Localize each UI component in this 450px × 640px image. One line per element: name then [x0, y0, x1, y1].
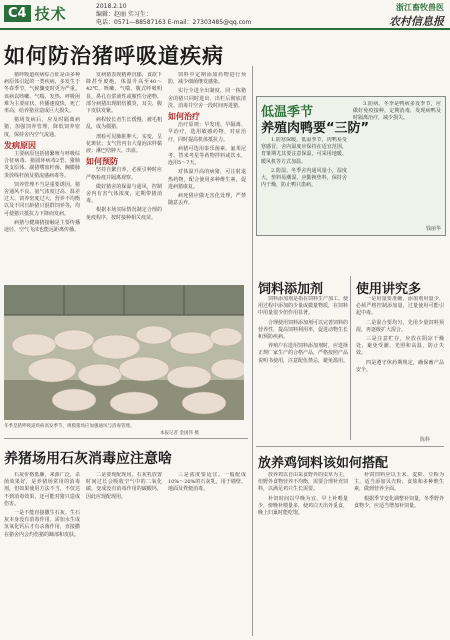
usage-headline: 使用讲究多	[356, 282, 422, 297]
duck-sidebar	[256, 96, 446, 236]
paragraph: 根据季节变化调整补饲量，冬季野外食物少，应适当增加补饲量。	[354, 495, 444, 509]
phone-line: 电话：0571—88587163 E-mail：27303485@qq.com	[96, 19, 252, 26]
paragraph: 二是要现配现用。石灰乳放置时间过长会吸收空气中的二氧化碳，变成没有消毒作用的碳酸钙，因此应现配现用。	[86, 472, 162, 500]
paragraph: 病猪可选用泰乐菌素、氟苯尼考、替米考星等药物拌料或饮水，连用5～7天。	[168, 145, 246, 167]
paragraph: 3.防病。冬季是鸭病多发季节，应做好免疫接种，定期消毒，发现病鸭及时隔离治疗，减少损失。	[353, 101, 441, 122]
duck-title-line2: 养殖肉鸭要“三防”	[261, 121, 370, 136]
paragraph: 补饲时间以早晚为宜，早上补喂量少，傍晚补喂量多，使鸡白天出外觅食，晚上归巢时能吃饱。	[258, 495, 348, 517]
lime-column-3	[168, 472, 246, 634]
lime-column-2	[86, 472, 162, 634]
paragraph: 对体温升高的病猪，可注射退热药物，配合使用多种维生素，促进病猪康复。	[168, 169, 246, 190]
paragraph: 三是注意贮存，应放在阴凉干燥处，避免受潮、光照和高温，防止失效。	[356, 336, 444, 357]
paragraph: 饲料添加剂是指在饲料生产加工、使用过程中添加的少量或微量物质，在饲料中用量很少但作用显著。	[258, 296, 348, 317]
pig-pen-illustration	[4, 285, 244, 420]
page-header	[0, 0, 450, 30]
paragraph: 饲料中定期添加药物进行预防，减少细菌继发感染。	[168, 72, 246, 86]
col1-paras	[4, 72, 80, 139]
paragraph: 根据本场实际情况制定合理的免疫程序，按时接种相关疫苗。	[86, 207, 162, 221]
issue-date: 2018.2.10	[96, 3, 127, 10]
paragraph: 饲养管理不当是重要诱因。猪舍通风不良、氨气浓度过高、温差过大、饲养密度过大、营养不均衡以及不同日龄猪只混群饲养等，均可使猪只抵抗力下降而发病。	[4, 181, 80, 217]
section-code: C4	[4, 5, 31, 22]
chicken-headline: 放养鸡饲料该如何搭配	[258, 456, 389, 471]
paragraph: 放养鸡以自由采食野外的虫草为主，但野外食物营养不均衡，需要合理补充饲料，以满足鸡只生长需要。	[258, 472, 348, 493]
paragraph: 四是遵守休药期规定，确保畜产品安全。	[356, 359, 444, 373]
duck-title-line1: 低温季节	[261, 105, 314, 120]
duck-column-1	[261, 137, 347, 231]
paragraph: 石灰价格低廉，来源广泛，杀菌效果好，是养猪场常用的消毒剂，但如果使用方法不当，不仅达不到消毒效果，还可能对猪只造成伤害。	[4, 472, 80, 507]
feed-column	[258, 296, 348, 444]
paragraph: 养殖户在选用饲料添加剂时，应选择正规厂家生产的合格产品，严格按照产品说明书使用，注意配伍禁忌，避免滥用。	[258, 343, 348, 364]
paragraph: 补饲饲料应以玉米、麦麸、豆粕为主，适当添加贝壳粉、食盐和多种维生素，做到营养全面。	[354, 472, 444, 493]
divider	[256, 446, 444, 447]
paragraph: 主要病原包括猪繁殖与呼吸综合征病毒、猪圆环病毒2型、猪肺炎支原体、副猪嗜血杆菌、胸膜肺炎放线杆菌及猪流感病毒等。	[4, 151, 80, 179]
pig-pen-photo	[4, 285, 244, 420]
chicken-column-2	[354, 472, 444, 634]
paragraph: 1.防寒保暖。低温季节，肉鸭易受寒感冒，舍内温度应保持在适宜范围，育雏期尤其要注意保温，可采用地暖、暖风机等方式加温。	[261, 137, 347, 165]
header-meta	[96, 3, 251, 27]
section-name: 技术	[34, 4, 67, 23]
paper-sub-name: 浙江畜牧兽医	[396, 3, 444, 12]
feed-headline: 饲料添加剂	[258, 282, 324, 297]
paragraph: 一是用量要准确，添加剂用量少，必须严格控制添加量，过量使用可能引起中毒。	[356, 296, 444, 317]
paragraph: 做好猪舍的保温与通风，控制舍内有害气体浓度，定期带猪消毒。	[86, 183, 162, 205]
paragraph: 病猪与健康猪接触是主要传播途径，空气飞沫也能远距离传播。	[4, 219, 80, 234]
lead-headline: 如何防治猪呼吸道疾病	[4, 44, 224, 68]
subhead-prevention: 如何预防	[86, 157, 118, 167]
divider	[4, 438, 248, 439]
photo-caption: 冬季是猪呼吸道疾病高发季节，规模猪场应加强通风与消毒管理。	[4, 424, 135, 429]
paragraph: 猪场发病后，应及时隔离病猪，加强饲养管理，降低饲养密度，保持舍内空气流通。	[4, 117, 80, 138]
paragraph: 治疗原则：早发现、早隔离、早治疗，选用敏感药物，对症治疗，同时提高机体抵抗力。	[168, 122, 246, 143]
paragraph: 一是不能直接撒生石灰。生石灰本身没有消毒作用，需加水生成氢氧化钙后才有杀菌作用，直接撒在猪舍内会灼伤猪的蹄部和皮肤。	[4, 510, 80, 538]
paragraph: 病死猪应做无害化处理，严禁随意丢弃。	[168, 193, 246, 207]
duck-author: 钱丽华	[425, 226, 441, 232]
subhead-treatment: 如何治疗	[168, 112, 200, 122]
subhead-causes: 发病原因	[4, 140, 36, 150]
paragraph: 合理使用饲料添加剂可以完善饲料的营养性，提高饲料利用率，促进动物生长和预防疾病。	[258, 319, 348, 341]
lead-column-2	[86, 72, 162, 282]
lead-column-3	[168, 72, 246, 282]
paper-masthead	[389, 2, 444, 29]
usage-author: 陈科	[420, 437, 431, 443]
section-label	[4, 3, 67, 23]
paragraph: 病程较长者生长缓慢，被毛粗乱，成为僵猪。	[86, 117, 162, 131]
lime-headline: 养猪场用石灰消毒应注意啥	[4, 451, 172, 467]
photo-byline: 本报记者 金国伟 摄	[160, 431, 199, 436]
editor-line: 编辑：赵丽 实习生：	[96, 11, 152, 18]
paragraph: 三是浓度要适宜。一般配成10%～20%的石灰乳，用于墙壁、地面及粪便消毒。	[168, 472, 246, 493]
paragraph: 实行全进全出制度，同一栋猪舍的猪只同时进出，出栏后彻底清洗、消毒并空舍一段时间再进猪。	[168, 88, 246, 109]
divider	[350, 276, 351, 440]
usage-column	[356, 296, 444, 436]
divider	[252, 66, 253, 636]
paragraph: 二是混合要均匀，先用少量饲料预混，再逐级扩大混合。	[356, 319, 444, 333]
paragraph: 猪呼吸道疾病综合征是由多种病原体引起的一类疾病，多发生于冬春季节，气候骤变时更为严重。该病以咳嗽、气喘、发热、呼吸困难为主要症状，传播速度快，死亡率高，给养猪业造成巨大损失。	[4, 72, 80, 115]
paragraph: 坚持自繁自养，必须引种时应严格检疫并隔离观察。	[86, 167, 162, 181]
paragraph: 发病猪表现精神沉郁，食欲下降甚至废绝，体温升高至40～42℃。咳嗽、气喘、腹式呼吸明显，鼻孔有浆液性或脓性分泌物。部分病猪出现眼结膜炎，耳尖、腹下皮肤发紫。	[86, 72, 162, 115]
paragraph: 2.防湿。冬季舍内通风量小，湿度大，垫料易潮湿，应勤换垫料，保持舍内干燥，防止鸭只患病。	[261, 167, 347, 189]
chicken-column-1	[258, 472, 348, 634]
lime-column-1	[4, 472, 80, 634]
lead-column-1	[4, 72, 80, 282]
duck-column-2	[353, 101, 441, 225]
paper-name: 农村信息报	[389, 15, 444, 28]
paragraph: 剖检可见肺脏肿大、实变，呈花斑状；支气管内有大量泡沫样黏液；淋巴结肿大、出血。	[86, 133, 162, 155]
